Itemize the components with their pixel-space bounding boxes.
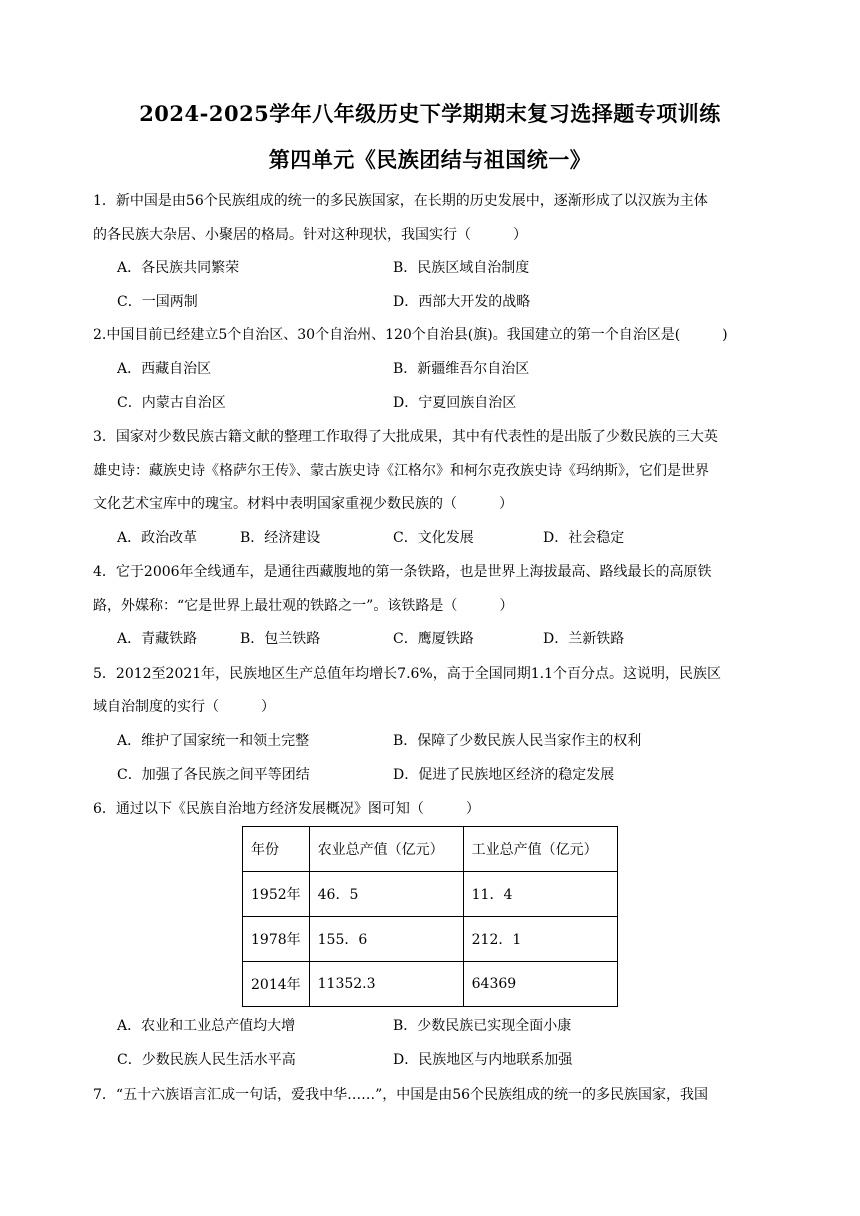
table-cell: 155．6 bbox=[309, 917, 463, 962]
table-cell: 11352.3 bbox=[309, 962, 463, 1007]
table-cell: 64369 bbox=[463, 962, 617, 1007]
question-2-option-d: D．宁夏回族自治区 bbox=[393, 395, 517, 411]
question-4-text-line-1: 4．它于2006年全线通车，是通往西藏腹地的第一条铁路，也是世界上海拔最高、路线最长的高原铁 bbox=[93, 564, 712, 580]
table-row bbox=[243, 872, 618, 917]
table-row bbox=[243, 917, 618, 962]
question-4-option-b: B．包兰铁路 bbox=[240, 631, 321, 647]
question-6-option-b: B．少数民族已实现全面小康 bbox=[393, 1018, 572, 1034]
question-1-text-line-1: 1．新中国是由56个民族组成的统一的多民族国家，在长期的历史发展中，逐渐形成了以汉族为主体 bbox=[93, 193, 708, 209]
question-6-option-c: C．少数民族人民生活水平高 bbox=[117, 1052, 296, 1068]
table-header-row bbox=[243, 827, 618, 872]
question-1-option-d: D．西部大开发的战略 bbox=[393, 294, 531, 310]
question-6-option-d: D．民族地区与内地联系加强 bbox=[393, 1052, 573, 1068]
page-title: 2024-2025学年八年级历史下学期期末复习选择题专项训练 bbox=[139, 101, 721, 126]
question-1-text-line-2: 的各民族大杂居、小聚居的格局。针对这种现状，我国实行（ ） bbox=[93, 227, 527, 243]
question-4-text-line-2: 路，外媒称：“它是世界上最壮观的铁路之一”。该铁路是（ ） bbox=[93, 598, 514, 614]
question-3-option-c: C．文化发展 bbox=[393, 530, 474, 546]
question-3-text-line-2: 雄史诗：藏族史诗《格萨尔王传》、蒙古族史诗《江格尔》和柯尔克孜族史诗《玛纳斯》，它们是世界 bbox=[93, 463, 709, 479]
question-5-text-line-1: 5．2012至2021年，民族地区生产总值年均增长7.6%，高于全国同期1.1个百分点。这说明，民族区 bbox=[93, 666, 721, 682]
question-7-text-line-1: 7．“五十六族语言汇成一句话，爱我中华……”，中国是由56个民族组成的统一的多民族国家，我国 bbox=[93, 1087, 709, 1103]
question-2-option-a: A．西藏自治区 bbox=[117, 361, 212, 377]
table-header-cell: 农业总产值（亿元） bbox=[309, 827, 463, 872]
question-3-option-a: A．政治改革 bbox=[117, 530, 198, 546]
question-1-option-b: B．民族区域自治制度 bbox=[393, 260, 530, 276]
table-cell: 46．5 bbox=[309, 872, 463, 917]
table-cell: 1952年 bbox=[243, 872, 310, 917]
question-4-option-c: C．鹰厦铁路 bbox=[393, 631, 474, 647]
question-5-option-b: B．保障了少数民族人民当家作主的权利 bbox=[393, 733, 642, 749]
page-subtitle: 第四单元《民族团结与祖国统一》 bbox=[268, 147, 592, 172]
question-2-text-line-1: 2.中国目前已经建立5个自治区、30个自治州、120个自治县(旗)。我国建立的第一个自治区是( ) bbox=[93, 327, 728, 343]
question-6-option-a: A．农业和工业总产值均大增 bbox=[117, 1018, 296, 1034]
question-4-option-a: A．青藏铁路 bbox=[117, 631, 198, 647]
table-header-cell: 工业总产值（亿元） bbox=[463, 827, 617, 872]
economy-table bbox=[242, 826, 618, 1007]
question-5-option-c: C．加强了各民族之间平等团结 bbox=[117, 767, 310, 783]
question-1-option-c: C．一国两制 bbox=[117, 294, 198, 310]
table-row bbox=[243, 962, 618, 1007]
question-4-option-d: D．兰新铁路 bbox=[543, 631, 625, 647]
question-6-text-line-1: 6．通过以下《民族自治地方经济发展概况》图可知（ ） bbox=[93, 801, 480, 817]
table-cell: 11．4 bbox=[463, 872, 617, 917]
question-3-option-b: B．经济建设 bbox=[240, 530, 321, 546]
question-3-option-d: D．社会稳定 bbox=[543, 530, 625, 546]
table-header-cell: 年份 bbox=[243, 827, 310, 872]
question-3-text-line-3: 文化艺术宝库中的瑰宝。材料中表明国家重视少数民族的（ ） bbox=[93, 496, 513, 512]
question-2-option-c: C．内蒙古自治区 bbox=[117, 395, 226, 411]
question-2-option-b: B．新疆维吾尔自治区 bbox=[393, 361, 530, 377]
question-5-option-d: D．促进了民族地区经济的稳定发展 bbox=[393, 767, 615, 783]
question-3-text-line-1: 3．国家对少数民族古籍文献的整理工作取得了大批成果，其中有代表性的是出版了少数民族的三大英 bbox=[93, 429, 718, 445]
table-cell: 2014年 bbox=[243, 962, 310, 1007]
table-cell: 212．1 bbox=[463, 917, 617, 962]
question-5-option-a: A．维护了国家统一和领土完整 bbox=[117, 733, 310, 749]
question-1-option-a: A．各民族共同繁荣 bbox=[117, 260, 240, 276]
question-5-text-line-2: 域自治制度的实行（ ） bbox=[93, 699, 275, 715]
table-cell: 1978年 bbox=[243, 917, 310, 962]
